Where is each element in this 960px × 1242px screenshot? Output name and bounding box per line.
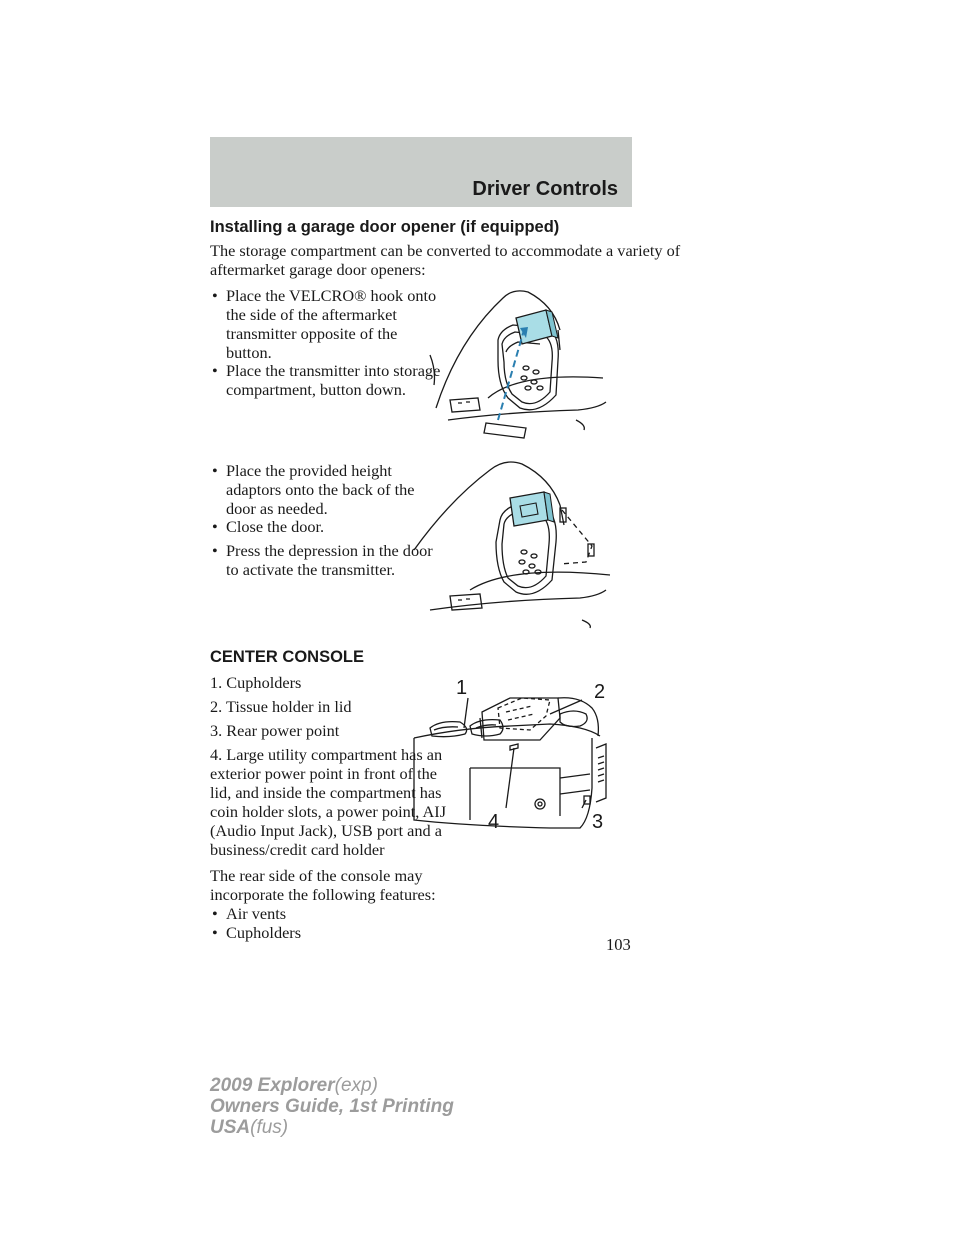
garage-heading: Installing a garage door opener (if equipped) [210, 218, 560, 236]
footer-line-model [210, 1075, 454, 1096]
page-number: 103 [606, 935, 631, 954]
bullet-line: Close the door. [226, 517, 325, 536]
section-title: Driver Controls [472, 178, 618, 200]
bullet-line: Place the VELCRO® hook onto [226, 286, 437, 305]
console-item: 1. Cupholders [210, 673, 302, 692]
bullet-line: Press the depression in the door [226, 541, 433, 560]
footer [210, 1075, 454, 1138]
bullet-icon: • [212, 286, 218, 305]
garage-bullet [212, 286, 436, 362]
console-rear-text [210, 866, 436, 904]
footer-market: USA [210, 1117, 251, 1138]
bullet-line: Cupholders [226, 923, 302, 942]
bullet-icon: • [212, 517, 218, 536]
callout-3: 3 [592, 811, 604, 833]
footer-market-code: (fus) [250, 1117, 289, 1138]
callout-1: 1 [456, 677, 468, 699]
bullet-line: the side of the aftermarket [226, 305, 397, 324]
bullet-line: to activate the transmitter. [226, 560, 396, 579]
center-console-illustration [410, 668, 626, 836]
console-item: 3. Rear power point [210, 721, 340, 740]
garage-intro-line-2: aftermarket garage door openers: [210, 260, 426, 279]
bullet-icon: • [212, 361, 218, 380]
bullet-icon: • [212, 461, 218, 480]
garage-intro-line-1: The storage compartment can be converted to accommodate a variety of [210, 241, 681, 260]
footer-model: 2009 Explorer [210, 1075, 335, 1096]
garage-bullet [212, 541, 433, 579]
bullet-line: transmitter opposite of the [226, 324, 398, 343]
header-band [210, 137, 632, 207]
bullet-line: Air vents [226, 904, 287, 923]
transmitter-install-illustration [428, 280, 618, 440]
console-item: 2. Tissue holder in lid [210, 697, 352, 716]
console-line: coin holder slots, a power point, AIJ [210, 802, 447, 821]
footer-line-market [210, 1117, 454, 1138]
console-bullet [212, 923, 301, 942]
callout-2: 2 [594, 681, 606, 703]
console-line: (Audio Input Jack), USB port and a [210, 821, 442, 840]
footer-model-code: (exp) [334, 1075, 378, 1096]
bullet-icon: • [212, 541, 218, 560]
console-line: incorporate the following features: [210, 885, 436, 904]
bullet-icon: • [212, 904, 218, 923]
height-adaptors-illustration [410, 450, 620, 630]
console-line: exterior power point in front of the [210, 764, 437, 783]
bullet-icon: • [212, 923, 218, 942]
bullet-line: Place the transmitter into storage [226, 361, 441, 380]
callout-4: 4 [488, 811, 500, 833]
console-line: business/credit card holder [210, 840, 385, 859]
footer-guide: Owners Guide, 1st Printing [210, 1096, 454, 1117]
garage-bullet [212, 361, 440, 399]
bullet-line: door as needed. [226, 499, 328, 518]
bullet-line: adaptors onto the back of the [226, 480, 415, 499]
console-line: 4. Large utility compartment has an [210, 745, 443, 764]
console-heading: CENTER CONSOLE [210, 648, 365, 666]
console-bullet [212, 904, 286, 923]
console-line: The rear side of the console may [210, 866, 423, 885]
garage-bullet [212, 517, 324, 536]
bullet-line: Place the provided height [226, 461, 392, 480]
bullet-line: button. [226, 343, 272, 362]
console-line: lid, and inside the compartment has [210, 783, 442, 802]
garage-bullet [212, 461, 415, 518]
bullet-line: compartment, button down. [226, 380, 406, 399]
